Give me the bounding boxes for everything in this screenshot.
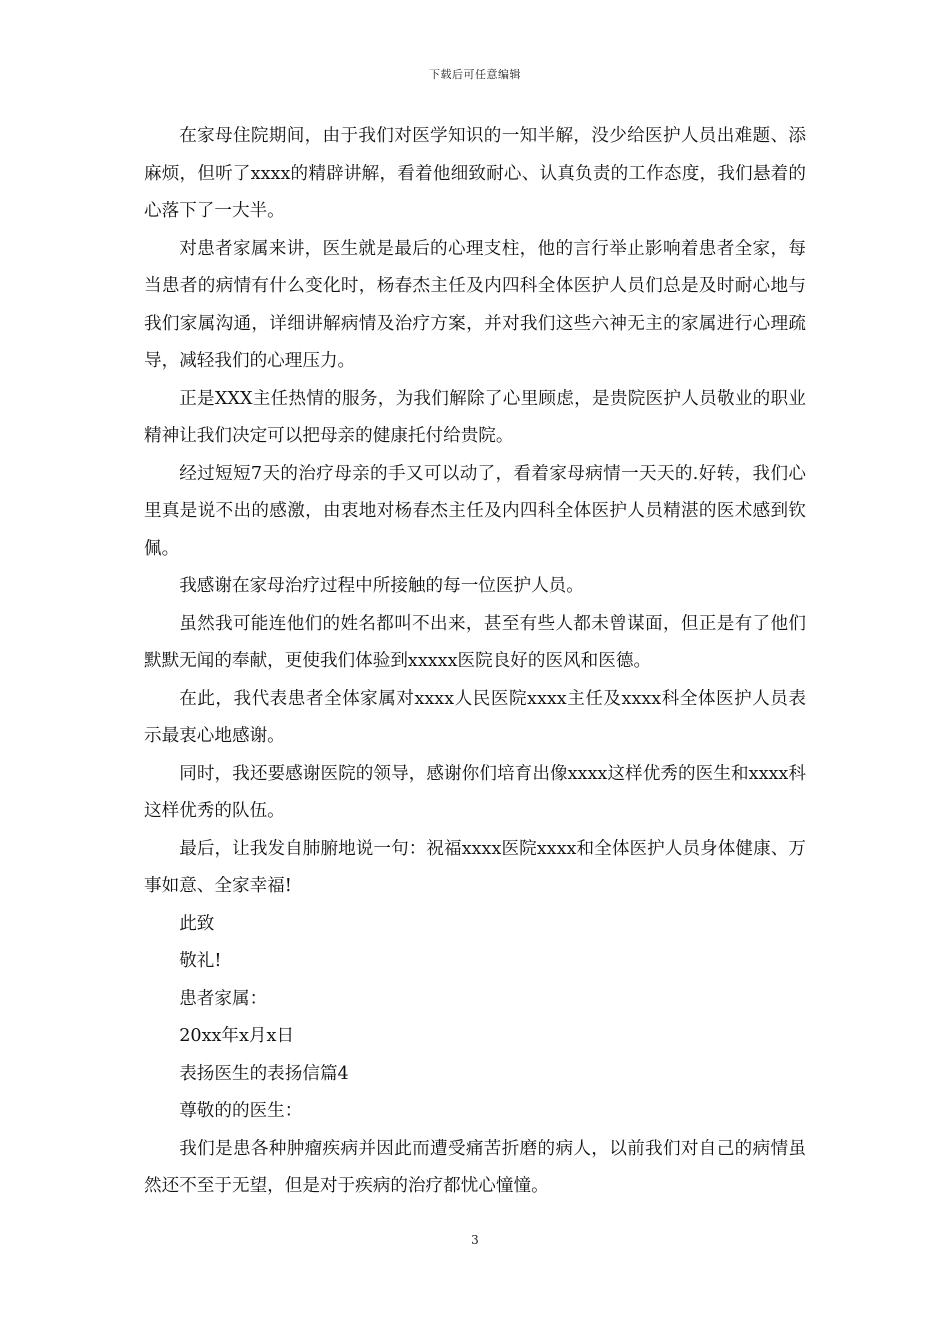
letter-greeting: 尊敬的的医生： (179, 1101, 303, 1121)
page-header-note: 下载后可任意编辑 (429, 68, 521, 81)
closing-salutation: 此致 (179, 913, 215, 934)
paragraph: 在家母住院期间，由于我们对医学知识的一知半解，没少给医护人员出难题、添麻烦，但听了xxxx的精辟讲解，看着他细致耐心、认真负责的工作态度，我们悬着的心落下了一大半。 (144, 126, 806, 221)
document-body (144, 118, 806, 1206)
paragraph: 虽然我可能连他们的姓名都叫不出来，甚至有些人都未曾谋面，但正是有了他们默默无闻的奉献，更使我们体验到xxxxx医院良好的医风和医德。 (144, 613, 806, 671)
section-title: 表扬医生的表扬信篇4 (179, 1063, 349, 1084)
page-number: 3 (471, 1233, 479, 1247)
letter-date: 20xx年x月x日 (179, 1026, 295, 1046)
paragraph: 在此，我代表患者全体家属对xxxx人民医院xxxx主任及xxxx科全体医护人员表示最衷心地感谢。 (144, 688, 806, 746)
paragraph: 我们是患各种肿瘤疾病并因此而遭受痛苦折磨的病人，以前我们对自己的病情虽然还不至于无望，但是对于疾病的治疗都忧心憧憧。 (144, 1138, 806, 1196)
paragraph: 正是XXX主任热情的服务，为我们解除了心里顾虑，是贵院医护人员敬业的职业精神让我们决定可以把母亲的健康托付给贵院。 (144, 388, 806, 446)
paragraph: 经过短短7天的治疗母亲的手又可以动了，看着家母病情一天天的.好转，我们心里真是说不出的感激，由衷地对杨春杰主任及内四科全体医护人员精湛的医术感到钦佩。 (144, 463, 806, 559)
paragraph: 同时，我还要感谢医院的领导，感谢你们培育出像xxxx这样优秀的医生和xxxx科这样优秀的队伍。 (144, 763, 806, 821)
closing-regards: 敬礼! (179, 951, 222, 971)
paragraph: 我感谢在家母治疗过程中所接触的每一位医护人员。 (179, 576, 584, 596)
paragraph: 对患者家属来讲，医生就是最后的心理支柱，他的言行举止影响着患者全家，每当患者的病情有什么变化时，杨春杰主任及内四科全体医护人员们总是及时耐心地与我们家属沟通，详细讲解病情及治疗方案，并对我们这些六神无主的家属进行心理疏导，减轻我们的心理压力。 (144, 238, 806, 371)
signature-label: 患者家属： (179, 988, 268, 1009)
paragraph: 最后，让我发自肺腑地说一句：祝福xxxx医院xxxx和全体医护人员身体健康、万事如意、全家幸福! (144, 838, 806, 896)
